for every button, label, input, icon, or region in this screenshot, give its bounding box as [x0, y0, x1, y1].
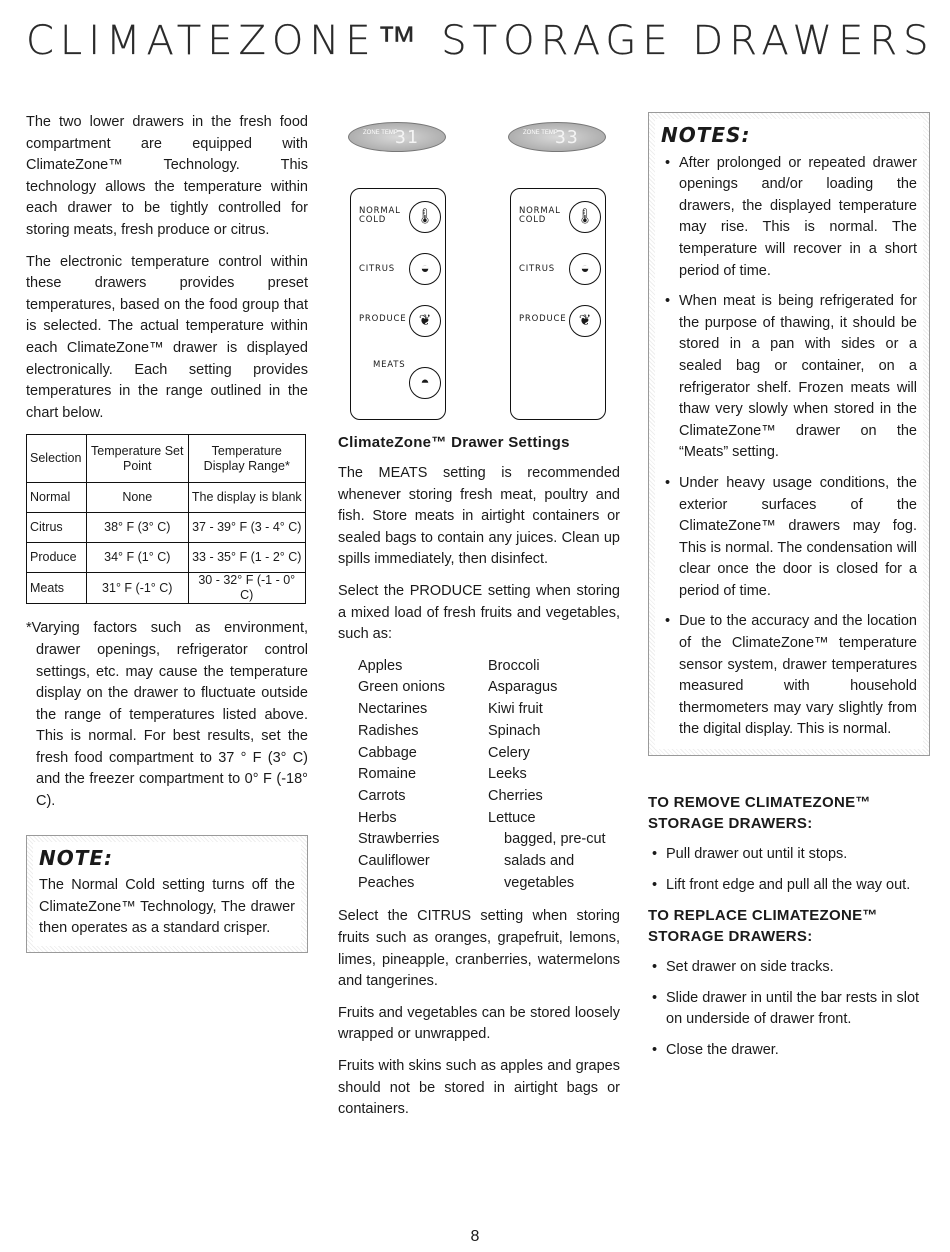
table-cell: 33 - 35° F (1 - 2° C)	[188, 543, 305, 573]
list-item: • Due to the accuracy and the location of the ClimateZone™ temperature sensor system, drawer temperatures measured with household thermometers may vary slightly from the digital display. This is normal.	[661, 611, 917, 741]
list-item: Apples	[358, 657, 403, 674]
normal-cold-button[interactable]	[569, 201, 601, 233]
list-item: Carrots	[358, 787, 406, 804]
list-item: vegetables	[504, 874, 575, 891]
button-label: NORMAL COLD	[519, 206, 561, 225]
list-item: Celery	[488, 744, 530, 761]
wrapping-paragraph: Fruits and vegetables can be stored loosely wrapped or unwrapped.	[338, 1004, 620, 1043]
zone-temp-digits: 31	[395, 127, 419, 148]
replace-steps	[648, 957, 930, 1061]
list-item: Nectarines	[358, 701, 428, 718]
list-item: • Under heavy usage conditions, the exterior surfaces of the ClimateZone™ drawers may fog. This is normal. The condensation will clear once the door is closed for a period of time.	[661, 473, 917, 603]
control-panel-left	[350, 188, 446, 420]
list-item: Cherries	[488, 787, 543, 804]
table-cell: 34° F (1° C)	[87, 543, 189, 573]
list-item: bagged, pre-cut	[504, 831, 606, 848]
zone-temp-display	[348, 122, 446, 152]
normal-cold-button[interactable]	[409, 201, 441, 233]
list-item: Peaches	[358, 874, 415, 891]
citrus-button[interactable]	[409, 253, 441, 285]
list-item: Broccoli	[488, 657, 540, 674]
list-item: • Close the drawer.	[648, 1040, 930, 1062]
meats-button[interactable]	[409, 367, 441, 399]
meat-icon: ◓	[420, 374, 430, 391]
list-item: Asparagus	[488, 679, 558, 696]
list-item: • Pull drawer out until it stops.	[648, 844, 930, 866]
right-column	[648, 112, 930, 1071]
zone-temp-digits: 33	[555, 127, 579, 148]
button-label: PRODUCE	[519, 314, 567, 324]
notes-box	[648, 112, 930, 756]
intro-paragraph: The two lower drawers in the fresh food compartment are equipped with ClimateZone™ Technology. This technology allows the temperature within each drawer to be tightly controlled for storing meats, fresh produce or citrus.	[26, 114, 308, 238]
thermometer-icon: 🌡	[415, 208, 435, 225]
list-item: • Slide drawer in until the bar rests in slot on underside of drawer front.	[648, 988, 930, 1031]
produce-button[interactable]	[569, 305, 601, 337]
left-column	[26, 112, 308, 953]
citrus-button[interactable]	[569, 253, 601, 285]
table-row	[27, 513, 306, 543]
drawer-settings-heading: ClimateZone™ Drawer Settings	[338, 434, 570, 451]
remove-steps	[648, 844, 930, 896]
citrus-slice-icon: ◒	[420, 260, 430, 277]
table-header: Selection	[27, 435, 87, 483]
control-panel-illustration	[338, 112, 620, 432]
table-header: Temperature Display Range*	[188, 435, 305, 483]
table-cell: Normal	[27, 483, 87, 513]
list-item: Kiwi fruit	[488, 701, 543, 718]
list-item: • Set drawer on side tracks.	[648, 957, 930, 979]
temperature-table	[26, 434, 306, 604]
table-cell: 38° F (3° C)	[87, 513, 189, 543]
list-item: Spinach	[488, 722, 541, 739]
table-footnote: *Varying factors such as environment, drawer openings, refrigerator control settings, etc. may cause the temperature display on the drawer to fluctuate outside the range of temperatures listed above. This is normal. For best results, set the fresh food compartment to 37 ° F (3° C) and the freezer compartment to 0° F (-18° C).	[26, 620, 308, 810]
table-cell: 37 - 39° F (3 - 4° C)	[188, 513, 305, 543]
button-label: MEATS	[373, 360, 406, 370]
list-item: Green onions	[358, 679, 446, 696]
table-cell: Produce	[27, 543, 87, 573]
table-header: Temperature Set Point	[87, 435, 189, 483]
meats-paragraph: The MEATS setting is recommended whenever storing fresh meat, poultry and fish. Store meats in airtight containers or sealed bags to contain any juices. Clean up spills immediately, then disinfect.	[338, 465, 620, 568]
table-cell: The display is blank	[188, 483, 305, 513]
list-item: Leeks	[488, 766, 527, 783]
list-item: Radishes	[358, 722, 419, 739]
control-panel-right	[510, 188, 606, 420]
notes-heading: NOTES:	[661, 123, 751, 147]
zone-temp-display	[508, 122, 606, 152]
table-cell: 31° F (-1° C)	[87, 573, 189, 604]
note-box	[26, 835, 308, 953]
table-cell: 30 - 32° F (-1 - 0° C)	[188, 573, 305, 604]
middle-column	[338, 112, 620, 1131]
note-text: The Normal Cold setting turns off the ClimateZone™ Technology, The drawer then operates as a standard crisper.	[39, 877, 295, 937]
zone-temp-label: ZONE TEMP	[363, 130, 398, 136]
list-item: Cabbage	[358, 744, 417, 761]
table-header-row	[27, 435, 306, 483]
citrus-slice-icon: ◒	[580, 260, 590, 277]
produce-list	[358, 656, 620, 895]
table-row	[27, 573, 306, 604]
button-label: PRODUCE	[359, 314, 407, 324]
control-paragraph: The electronic temperature control within these drawers provides preset temperatures, based on the food group that is selected. The actual temperature within each ClimateZone™ drawer is displayed electronically. Each setting provides temperatures in the range outlined in the chart below.	[26, 253, 308, 421]
list-item: Strawberries	[358, 831, 440, 848]
list-item: • Lift front edge and pull all the way out.	[648, 875, 930, 897]
citrus-paragraph: Select the CITRUS setting when storing fruits such as oranges, grapefruit, lemons, limes, pineapple, cranberries, watermelons and tangerines.	[338, 908, 620, 990]
button-label: NORMAL COLD	[359, 206, 401, 225]
button-label: CITRUS	[359, 264, 395, 274]
list-item: Romaine	[358, 766, 417, 783]
list-item: • After prolonged or repeated drawer openings and/or loading the drawers, the displayed temperature may rise. This is normal. The temperature will recover in a short period of time.	[661, 153, 917, 283]
table-row	[27, 543, 306, 573]
remove-drawers-heading: TO REMOVE CLIMATEZONE™ STORAGE DRAWERS:	[648, 794, 871, 833]
produce-icon: ❦	[418, 312, 432, 329]
list-item: Herbs	[358, 809, 397, 826]
replace-drawers-heading: TO REPLACE CLIMATEZONE™ STORAGE DRAWERS:	[648, 907, 878, 946]
button-label: CITRUS	[519, 264, 555, 274]
thermometer-icon: 🌡	[575, 208, 595, 225]
skins-paragraph: Fruits with skins such as apples and grapes should not be stored in airtight bags or containers.	[338, 1058, 620, 1118]
table-row	[27, 483, 306, 513]
page-title: CLIMATEZONE™ STORAGE DRAWERS	[26, 18, 935, 64]
zone-temp-label: ZONE TEMP	[523, 130, 558, 136]
note-heading: NOTE:	[39, 845, 114, 870]
table-cell: Meats	[27, 573, 87, 604]
table-cell: None	[87, 483, 189, 513]
page-number: 8	[470, 1228, 480, 1245]
list-item: Cauliflower	[358, 853, 430, 870]
list-item: salads and	[504, 853, 575, 870]
produce-icon: ❦	[578, 312, 592, 329]
produce-paragraph: Select the PRODUCE setting when storing a mixed load of fresh fruits and vegetables, such as:	[338, 582, 620, 643]
produce-button[interactable]	[409, 305, 441, 337]
list-item: Lettuce	[488, 809, 536, 826]
table-cell: Citrus	[27, 513, 87, 543]
list-item: • When meat is being refrigerated for the purpose of thawing, it should be stored in a pan with sides or a sealed bag or container, on a refrigerator shelf. Frozen meats will thaw very slowly when stored in the ClimateZone™ drawer on the “Meats” setting.	[661, 291, 917, 464]
